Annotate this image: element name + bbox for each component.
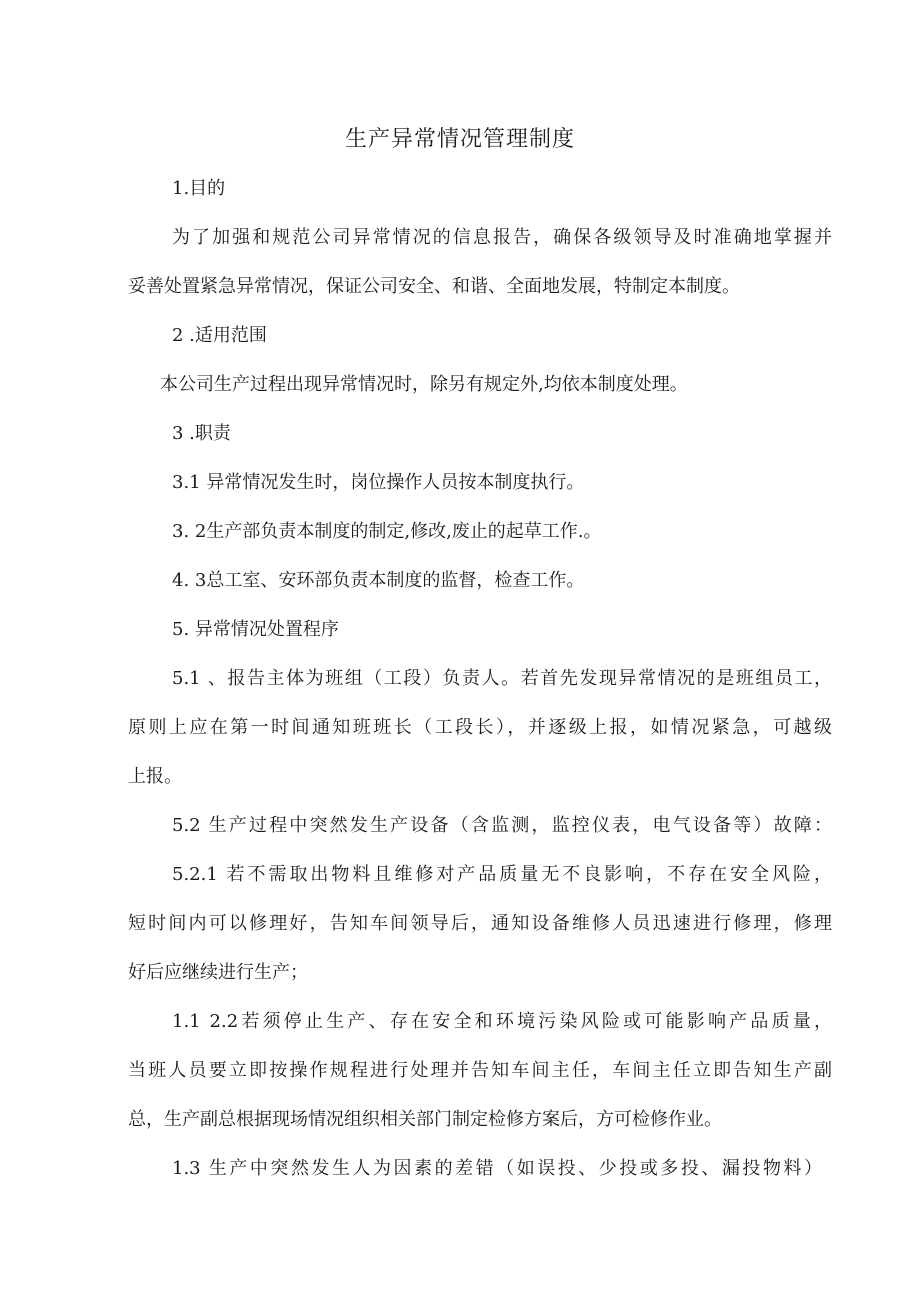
- paragraph-line: 3.1 异常情况发生时，岗位操作人员按本制度执行。: [172, 472, 585, 493]
- paragraph-line: 1.1 2.2若须停止生产、存在安全和环境污染风险或可能影响产品质量，: [172, 1011, 832, 1032]
- section-heading-procedure: 5. 异常情况处置程序: [172, 619, 339, 640]
- paragraph-line: 1.3 生产中突然发生人为因素的差错（如误投、少投或多投、漏投物料）: [172, 1158, 822, 1179]
- paragraph-line: 为了加强和规范公司异常情况的信息报告，确保各级领导及时准确地掌握并: [172, 227, 832, 248]
- paragraph-line: 上报。: [128, 766, 182, 787]
- section-heading-duties: 3 .职责: [172, 423, 231, 444]
- paragraph-line: 总，生产副总根据现场情况组织相关部门制定检修方案后，方可检修作业。: [128, 1109, 722, 1130]
- paragraph-line: 好后应继续进行生产；: [128, 962, 308, 983]
- section-heading-scope: 2 .适用范围: [172, 325, 267, 346]
- paragraph-line: 妥善处置紧急异常情况，保证公司安全、和谐、全面地发展，特制定本制度。: [128, 276, 740, 297]
- section-heading-purpose: 1.目的: [172, 178, 226, 199]
- paragraph-line: 5.2.1 若不需取出物料且维修对产品质量无不良影响，不存在安全风险，: [172, 864, 832, 885]
- paragraph-line: 当班人员要立即按操作规程进行处理并告知车间主任，车间主任立即告知生产副: [128, 1060, 832, 1081]
- paragraph-line: 4. 3总工室、安环部负责本制度的监督，检查工作。: [172, 570, 585, 591]
- paragraph-line: 短时间内可以修理好，告知车间领导后，通知设备维修人员迅速进行修理，修理: [128, 913, 832, 934]
- paragraph-line: 3. 2生产部负责本制度的制定,修改,废止的起草工作.。: [172, 521, 602, 542]
- document-title: 生产异常情况管理制度: [344, 127, 575, 152]
- paragraph-line: 5.1 、报告主体为班组（工段）负责人。若首先发现异常情况的是班组员工，: [172, 668, 832, 689]
- paragraph-line: 5.2 生产过程中突然发生产设备（含监测，监控仪表，电气设备等）故障：: [172, 815, 832, 836]
- paragraph-line: 原则上应在第一时间通知班班长（工段长），并逐级上报，如情况紧急，可越级: [128, 717, 832, 738]
- paragraph-line: 本公司生产过程出现异常情况时，除另有规定外,均依本制度处理。: [160, 374, 688, 395]
